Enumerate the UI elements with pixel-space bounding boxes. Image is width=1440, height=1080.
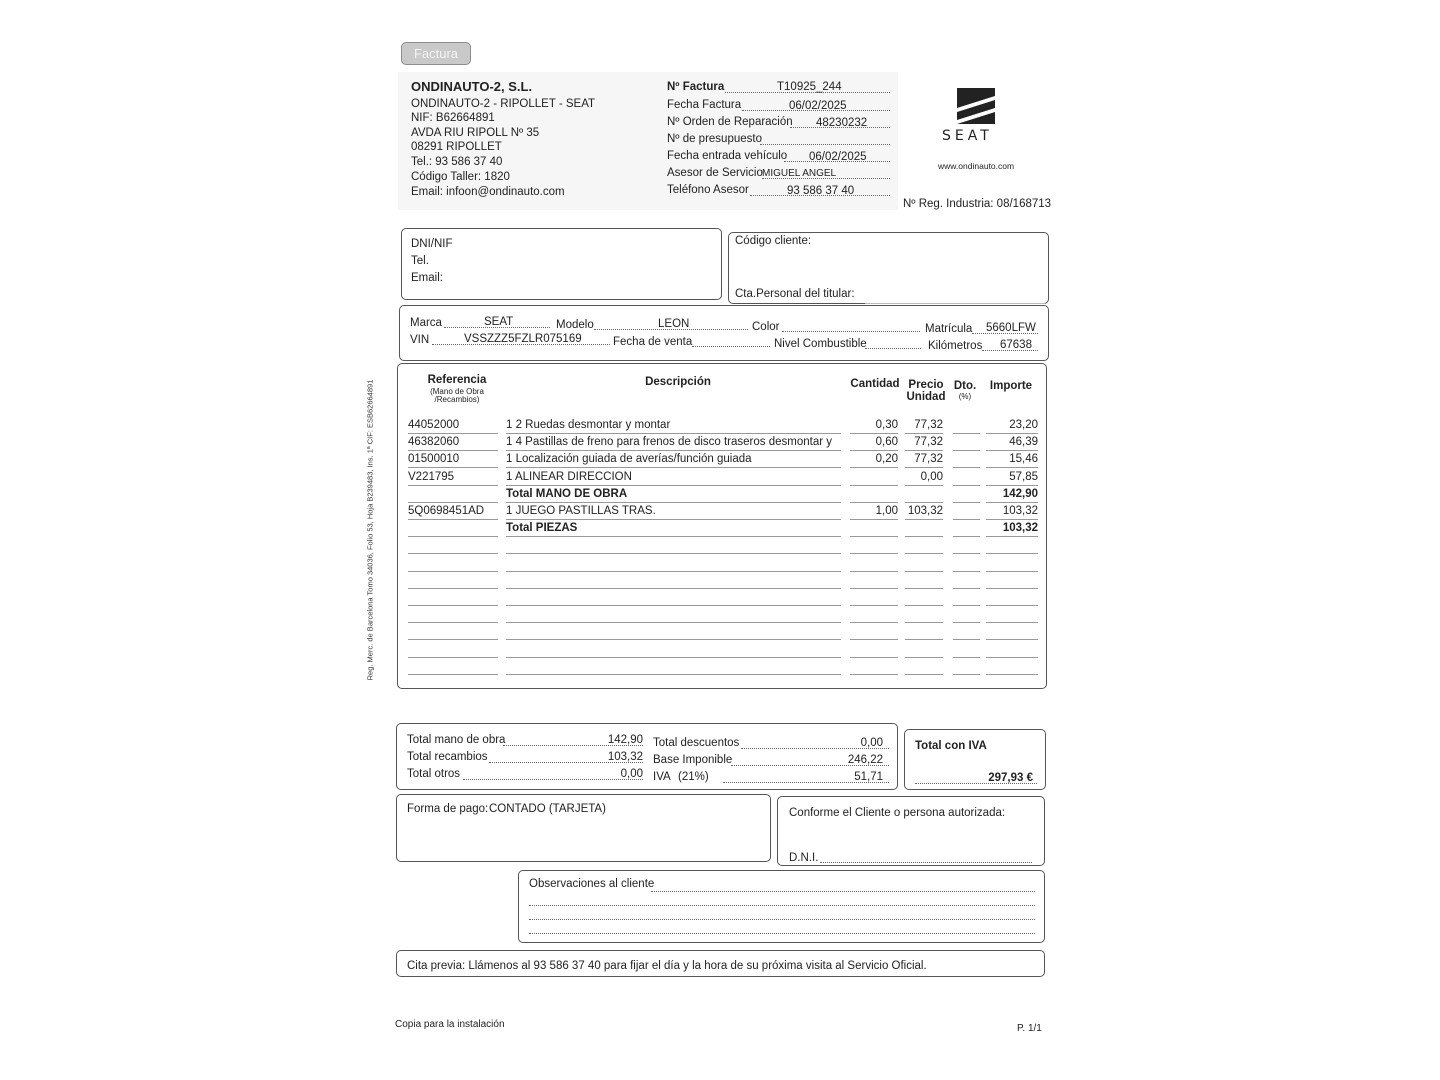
cell-ref: 01500010 xyxy=(408,453,460,466)
cell-price: 77,32 xyxy=(914,453,943,466)
cell-amount: 103,32 xyxy=(1002,522,1038,535)
matricula-value: 5660LFW xyxy=(986,322,1036,334)
observations-box xyxy=(518,870,1045,943)
cell-amount: 57,85 xyxy=(1009,470,1038,483)
cell-desc: Total MANO DE OBRA xyxy=(506,487,628,500)
cell-ref: 44052000 xyxy=(408,419,460,431)
iva-value: 51,71 xyxy=(854,771,883,783)
payment-method-value: CONTADO (TARJETA) xyxy=(489,803,606,815)
cell-amount: 46,39 xyxy=(1009,436,1038,449)
cell-qty: 0,20 xyxy=(875,453,898,466)
items-table xyxy=(397,363,1047,689)
seat-brand-name: SEAT xyxy=(942,128,993,144)
cell-price: 77,32 xyxy=(914,436,943,449)
kilometros-label: Kilómetros xyxy=(928,340,983,352)
cell-qty: 0,30 xyxy=(875,419,898,431)
document-type-tab: Factura xyxy=(401,42,471,65)
kilometros-value: 67638 xyxy=(1000,339,1032,351)
color-label: Color xyxy=(752,321,780,333)
company-name: ONDINAUTO-2, S.L. xyxy=(411,79,533,94)
total-recambios-label: Total recambios xyxy=(407,751,488,763)
service-advisor-label: Asesor de Servicio xyxy=(667,167,763,179)
dealer-website: www.ondinauto.com xyxy=(938,161,1015,171)
total-con-iva-label: Total con IVA xyxy=(915,740,987,752)
vehicle-entry-date: 06/02/2025 xyxy=(809,151,867,163)
client-code-box xyxy=(728,232,1049,304)
modelo-label: Modelo xyxy=(556,319,594,331)
iva-rate: (21%) xyxy=(678,771,709,783)
cell-ref: 5Q0698451AD xyxy=(408,505,485,517)
cell-price: 103,32 xyxy=(907,505,943,517)
col-header-importe: Importe xyxy=(989,380,1033,392)
invoice-number: T10925_244 xyxy=(777,81,842,93)
page-number: P. 1/1 xyxy=(1017,1023,1042,1034)
cell-desc: 1 JUEGO PASTILLAS TRAS. xyxy=(506,505,656,517)
vehicle-entry-label: Fecha entrada vehículo xyxy=(667,150,788,162)
col-header-referencia: Referencia xyxy=(427,374,487,386)
industry-registration: Nº Reg. Industria: 08/168713 xyxy=(903,198,1052,210)
service-advisor-name: MIGUEL ANGEL xyxy=(762,168,837,179)
budget-label: Nº de presupuesto xyxy=(667,133,762,145)
company-line1: ONDINAUTO-2 - RIPOLLET - SEAT xyxy=(411,98,596,110)
cell-ref: 46382060 xyxy=(408,436,460,449)
cell-desc: 1 4 Pastillas de freno para frenos de disco traseros desmontar y xyxy=(506,436,833,449)
total-mano-obra-value: 142,90 xyxy=(607,734,643,746)
cell-amount: 15,46 xyxy=(1009,453,1038,466)
cell-amount: 103,32 xyxy=(1002,505,1038,517)
appointment-text: Cita previa: Llámenos al 93 586 37 40 para fijar el día y la hora de su próxima visita al Servicio Oficial. xyxy=(407,960,927,972)
repair-order-number: 48230232 xyxy=(816,117,868,129)
marca-label: Marca xyxy=(410,317,442,329)
col-header-dto: Dto. xyxy=(953,380,977,392)
repair-order-label: Nº Orden de Reparación xyxy=(667,116,793,128)
base-imponible-label: Base Imponible xyxy=(653,754,733,766)
col-header-precio-unidad: Precio Unidad xyxy=(906,379,946,404)
iva-label: IVA xyxy=(653,771,671,783)
client-info-box xyxy=(401,228,722,300)
personal-account-label: Cta.Personal del titular: xyxy=(735,288,855,300)
invoice-date-label: Fecha Factura xyxy=(667,99,742,111)
fecha-venta-label: Fecha de venta xyxy=(613,336,693,348)
conforme-label: Conforme el Cliente o persona autorizada: xyxy=(789,807,1006,819)
cell-ref: V221795 xyxy=(408,470,455,483)
advisor-phone: 93 586 37 40 xyxy=(787,185,855,197)
advisor-phone-label: Teléfono Asesor xyxy=(667,184,749,196)
cell-desc: 1 Localización guiada de averías/función guiada xyxy=(506,453,752,466)
invoice-date: 06/02/2025 xyxy=(789,100,847,112)
total-otros-value: 0,00 xyxy=(620,768,643,780)
appointment-box xyxy=(396,950,1045,977)
cell-qty: 0,60 xyxy=(875,436,898,449)
cell-desc: 1 ALINEAR DIRECCION xyxy=(506,470,632,483)
total-descuentos-label: Total descuentos xyxy=(653,737,740,749)
company-workshop-code: Código Taller: 1820 xyxy=(411,171,510,183)
col-header-referencia-sub: (Mano de Obra /Recambios) xyxy=(430,387,484,405)
total-mano-obra-label: Total mano de obra xyxy=(407,734,506,746)
dni-label: DNI/NIF xyxy=(411,238,453,250)
vin-label: VIN xyxy=(410,334,430,346)
cell-price: 0,00 xyxy=(920,470,943,483)
matricula-label: Matrícula xyxy=(925,323,973,335)
observations-label: Observaciones al cliente xyxy=(529,878,655,890)
cell-desc: Total PIEZAS xyxy=(506,522,578,535)
col-header-cantidad: Cantidad xyxy=(850,378,900,390)
seat-logo-icon xyxy=(955,86,997,126)
company-tel: Tel.: 93 586 37 40 xyxy=(411,156,503,168)
cell-amount: 23,20 xyxy=(1009,419,1038,431)
client-signature-box xyxy=(777,796,1045,866)
tel-label: Tel. xyxy=(411,255,429,267)
client-dni-label: D.N.I. xyxy=(789,852,819,864)
total-otros-label: Total otros xyxy=(407,768,461,780)
email-label: Email: xyxy=(411,272,443,284)
company-email: Email: infoon@ondinauto.com xyxy=(411,186,565,198)
cell-qty: 1,00 xyxy=(875,505,898,517)
payment-box xyxy=(396,794,771,862)
payment-method-label: Forma de pago: xyxy=(407,803,489,815)
col-header-descripcion: Descripción xyxy=(645,376,711,388)
nivel-combustible-label: Nivel Combustible xyxy=(774,338,867,350)
vin-value: VSSZZZ5FZLR075169 xyxy=(464,333,582,345)
total-recambios-value: 103,32 xyxy=(607,751,643,763)
total-iva-box xyxy=(904,729,1046,790)
company-city: 08291 RIPOLLET xyxy=(411,141,502,153)
company-address: AVDA RIU RIPOLL Nº 35 xyxy=(411,127,540,139)
base-imponible-value: 246,22 xyxy=(847,754,883,766)
company-nif: NIF: B62664891 xyxy=(411,112,495,124)
marca-value: SEAT xyxy=(484,316,514,328)
cell-price: 77,32 xyxy=(914,419,943,431)
vehicle-box xyxy=(399,305,1049,361)
col-header-dto-sub: (%) xyxy=(958,392,972,401)
total-con-iva-value: 297,93 € xyxy=(988,772,1033,784)
copy-note: Copia para la instalación xyxy=(395,1019,505,1030)
cell-desc: 1 2 Ruedas desmontar y montar xyxy=(506,419,671,431)
totals-box xyxy=(396,723,898,790)
total-descuentos-value: 0,00 xyxy=(860,737,883,749)
mercantile-registry-text: Reg. Merc. de Barcelona Tomo 34036, Folio 53, Hoja B239483, Ins. 1ª CIF: ESB62664891 xyxy=(365,379,375,681)
cell-amount: 142,90 xyxy=(1002,487,1038,500)
client-code-label: Código cliente: xyxy=(735,235,812,247)
invoice-number-label: Nº Factura xyxy=(667,81,725,93)
modelo-value: LEON xyxy=(658,318,690,330)
